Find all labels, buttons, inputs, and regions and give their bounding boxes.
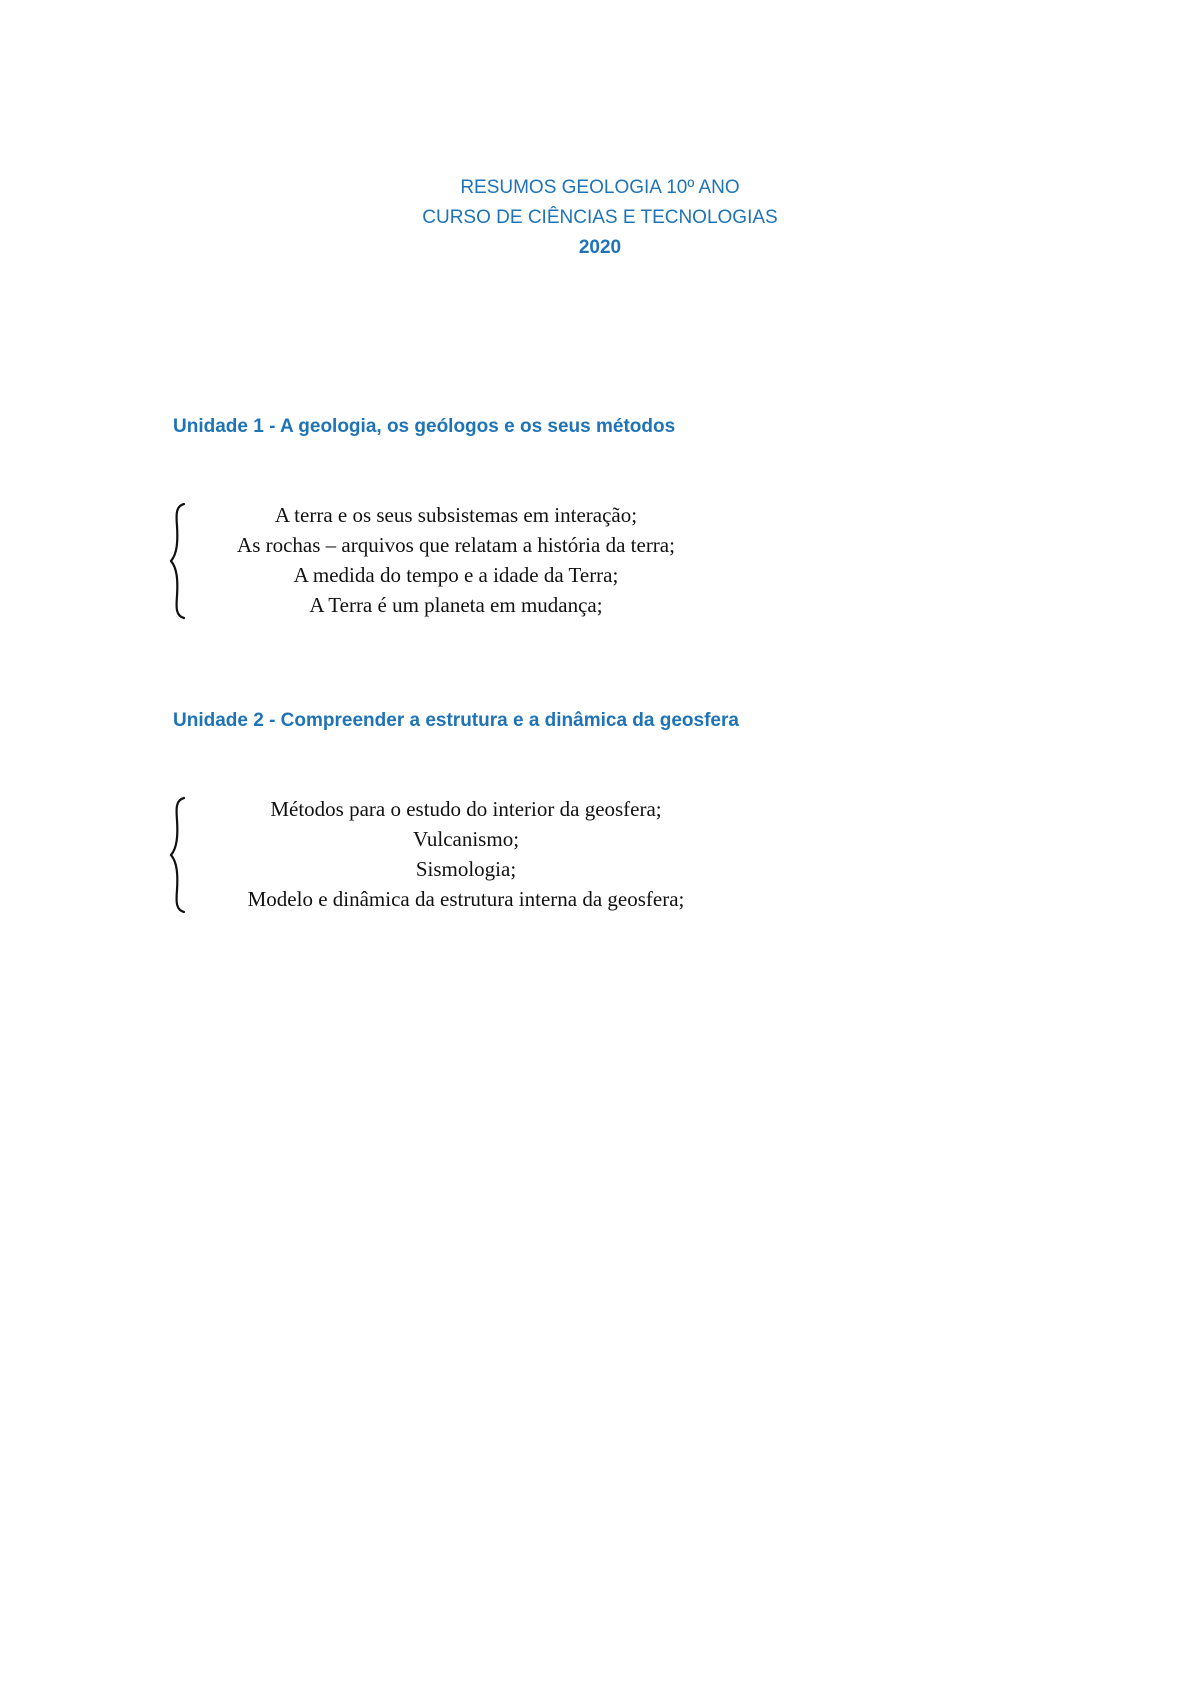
unit-1-topics — [186, 500, 726, 620]
list-item: A medida do tempo e a idade da Terra; — [293, 563, 619, 587]
unit-2-topics — [186, 794, 746, 914]
list-item: Vulcanismo; — [412, 827, 520, 851]
list-item: Métodos para o estudo do interior da geosfera; — [270, 797, 662, 821]
title-line-2: CURSO DE CIÊNCIAS E TECNOLOGIAS — [422, 207, 778, 228]
unit-1-heading: Unidade 1 - A geologia, os geólogos e os seus métodos — [173, 416, 676, 437]
list-item: Sismologia; — [415, 857, 517, 881]
list-item: A Terra é um planeta em mudança; — [309, 593, 603, 617]
title-line-1: RESUMOS GEOLOGIA 10º ANO — [460, 177, 740, 198]
document-title — [0, 173, 1200, 263]
list-item: Modelo e dinâmica da estrutura interna da geosfera; — [247, 887, 685, 911]
list-item: As rochas – arquivos que relatam a história da terra; — [237, 533, 675, 557]
unit-2-heading: Unidade 2 - Compreender a estrutura e a dinâmica da geosfera — [173, 710, 739, 731]
list-item: A terra e os seus subsistemas em interação; — [274, 503, 638, 527]
title-year: 2020 — [578, 237, 622, 258]
